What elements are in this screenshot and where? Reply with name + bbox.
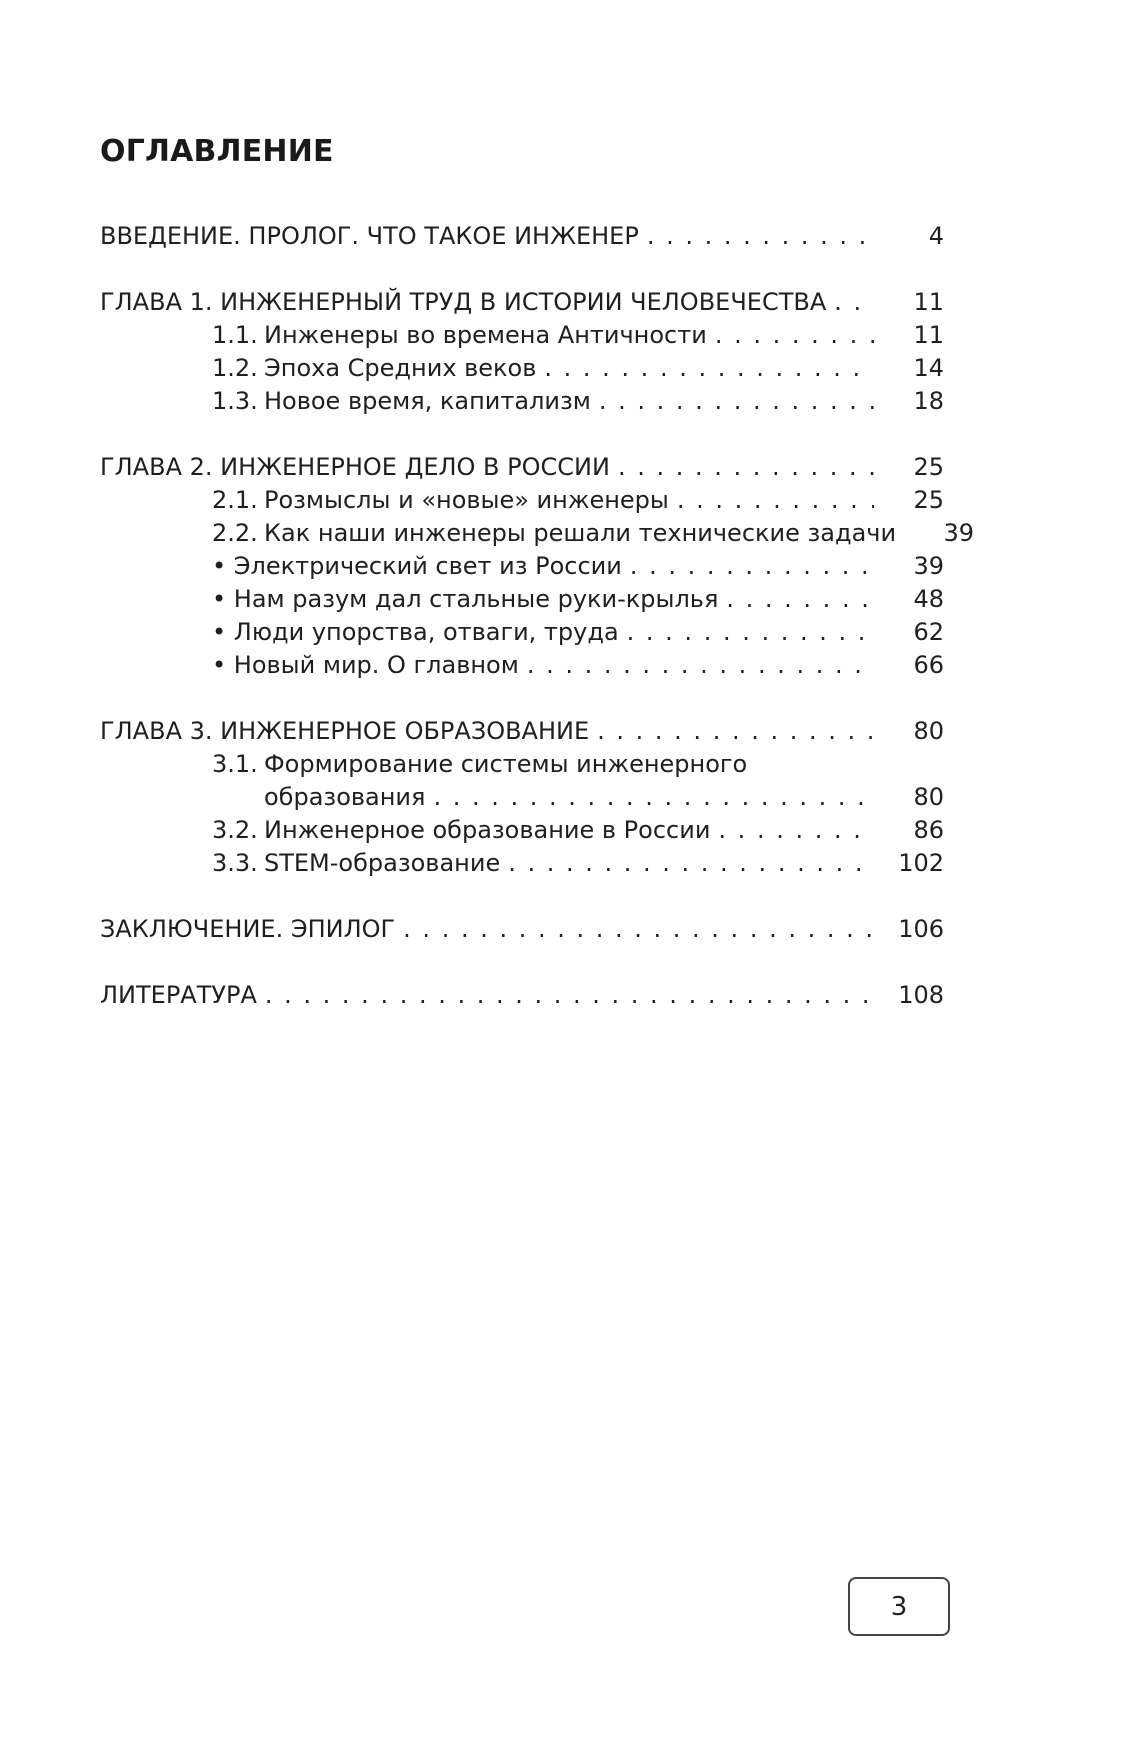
toc-group-chapter-1	[100, 286, 944, 418]
toc-entry[interactable]	[100, 715, 944, 748]
toc-entry-page: 39	[943, 519, 975, 547]
toc-entry-page: 18	[913, 387, 944, 415]
toc-entry-title-continuation: образования	[264, 783, 426, 811]
toc-entry-title: Новое время, капитализм	[264, 387, 591, 415]
toc-group-intro	[100, 220, 944, 253]
toc-entry-page: 80	[913, 783, 944, 811]
toc-entry-number: 3.1.	[212, 750, 258, 778]
dot-leader	[257, 979, 874, 1012]
toc-entry-page: 86	[913, 816, 944, 844]
toc-entry-page: 11	[913, 321, 944, 349]
toc-entry-title: ЛИТЕРАТУРА	[100, 981, 257, 1009]
toc-entry-title: Эпоха Средних веков	[264, 354, 537, 382]
table-of-contents	[100, 220, 975, 1045]
dot-leader	[425, 781, 874, 814]
toc-bullet-entry[interactable]	[100, 649, 944, 682]
toc-entry-title: • Новый мир. О главном	[212, 651, 519, 679]
page-number: 3	[890, 1591, 908, 1622]
toc-entry-number: 2.2.	[212, 519, 258, 547]
toc-entry-title: Розмыслы и «новые» инженеры	[264, 486, 669, 514]
toc-entry-title: Как наши инженеры решали технические задачи	[264, 519, 897, 547]
dot-leader	[707, 319, 874, 352]
toc-subentry[interactable]	[100, 484, 944, 517]
toc-subentry[interactable]	[100, 319, 944, 352]
toc-entry-page: 14	[913, 354, 944, 382]
toc-entry[interactable]	[100, 286, 944, 319]
toc-entry-number: 2.1.	[212, 486, 258, 514]
toc-entry-page: 66	[913, 651, 944, 679]
toc-entry-page: 106	[898, 915, 944, 943]
toc-entry-title: STEM-образование	[264, 849, 501, 877]
page-title: ОГЛАВЛЕНИЕ	[100, 134, 334, 169]
toc-entry-number: 3.3.	[212, 849, 258, 877]
toc-subentry-continuation[interactable]	[100, 781, 944, 814]
toc-entry[interactable]	[100, 451, 944, 484]
toc-entry-page: 102	[898, 849, 944, 877]
toc-entry[interactable]	[100, 220, 944, 253]
toc-group-chapter-2	[100, 451, 975, 682]
toc-entry-title: Инженеры во времена Античности	[264, 321, 707, 349]
toc-entry-title: • Нам разум дал стальные руки-крылья	[212, 585, 719, 613]
toc-entry-page: 62	[913, 618, 944, 646]
dot-leader	[826, 286, 874, 319]
toc-subentry[interactable]	[100, 814, 944, 847]
toc-entry-page: 48	[913, 585, 944, 613]
toc-entry-title: ГЛАВА 2. ИНЖЕНЕРНОЕ ДЕЛО В РОССИИ	[100, 453, 610, 481]
toc-entry-number: 1.3.	[212, 387, 258, 415]
toc-entry-title: Инженерное образование в России	[264, 816, 711, 844]
toc-entry-page: 25	[913, 453, 944, 481]
toc-entry-page: 4	[928, 222, 944, 250]
toc-entry-title: Формирование системы инженерного	[264, 750, 748, 778]
toc-entry-title: • Люди упорства, отваги, труда	[212, 618, 619, 646]
toc-bullet-entry[interactable]	[100, 583, 944, 616]
toc-subentry[interactable]	[100, 385, 944, 418]
toc-subentry[interactable]	[100, 748, 944, 781]
dot-leader	[589, 715, 874, 748]
toc-subentry[interactable]	[100, 352, 944, 385]
dot-leader	[536, 352, 874, 385]
page-number-badge	[848, 1577, 950, 1636]
toc-entry-page: 80	[913, 717, 944, 745]
dot-leader	[639, 220, 874, 253]
toc-bullet-entry[interactable]	[100, 616, 944, 649]
toc-entry-title: ВВЕДЕНИЕ. ПРОЛОГ. ЧТО ТАКОЕ ИНЖЕНЕР	[100, 222, 639, 250]
toc-group-conclusion	[100, 913, 944, 946]
toc-bullet-entry[interactable]	[100, 550, 944, 583]
toc-entry-page: 108	[898, 981, 944, 1009]
toc-entry-page: 11	[913, 288, 944, 316]
dot-leader	[669, 484, 874, 517]
dot-leader	[519, 649, 874, 682]
dot-leader	[619, 616, 874, 649]
toc-entry-page: 25	[913, 486, 944, 514]
toc-entry-number: 3.2.	[212, 816, 258, 844]
dot-leader	[610, 451, 874, 484]
toc-entry-title: ГЛАВА 1. ИНЖЕНЕРНЫЙ ТРУД В ИСТОРИИ ЧЕЛОВЕЧЕСТВА	[100, 288, 827, 316]
toc-group-chapter-3	[100, 715, 944, 880]
toc-entry-title: • Электрический свет из России	[212, 552, 622, 580]
toc-entry-number: 1.2.	[212, 354, 258, 382]
toc-entry-number: 1.1.	[212, 321, 258, 349]
toc-subentry[interactable]	[100, 517, 975, 550]
dot-leader	[710, 814, 874, 847]
toc-entry[interactable]	[100, 979, 944, 1012]
toc-entry-title: ГЛАВА 3. ИНЖЕНЕРНОЕ ОБРАЗОВАНИЕ	[100, 717, 590, 745]
toc-entry[interactable]	[100, 913, 944, 946]
toc-group-literature	[100, 979, 944, 1012]
dot-leader	[500, 847, 874, 880]
dot-leader	[591, 385, 874, 418]
dot-leader	[622, 550, 874, 583]
toc-entry-title: ЗАКЛЮЧЕНИЕ. ЭПИЛОГ	[100, 915, 396, 943]
toc-subentry[interactable]	[100, 847, 944, 880]
toc-entry-page: 39	[913, 552, 944, 580]
dot-leader	[718, 583, 874, 616]
dot-leader	[395, 913, 874, 946]
